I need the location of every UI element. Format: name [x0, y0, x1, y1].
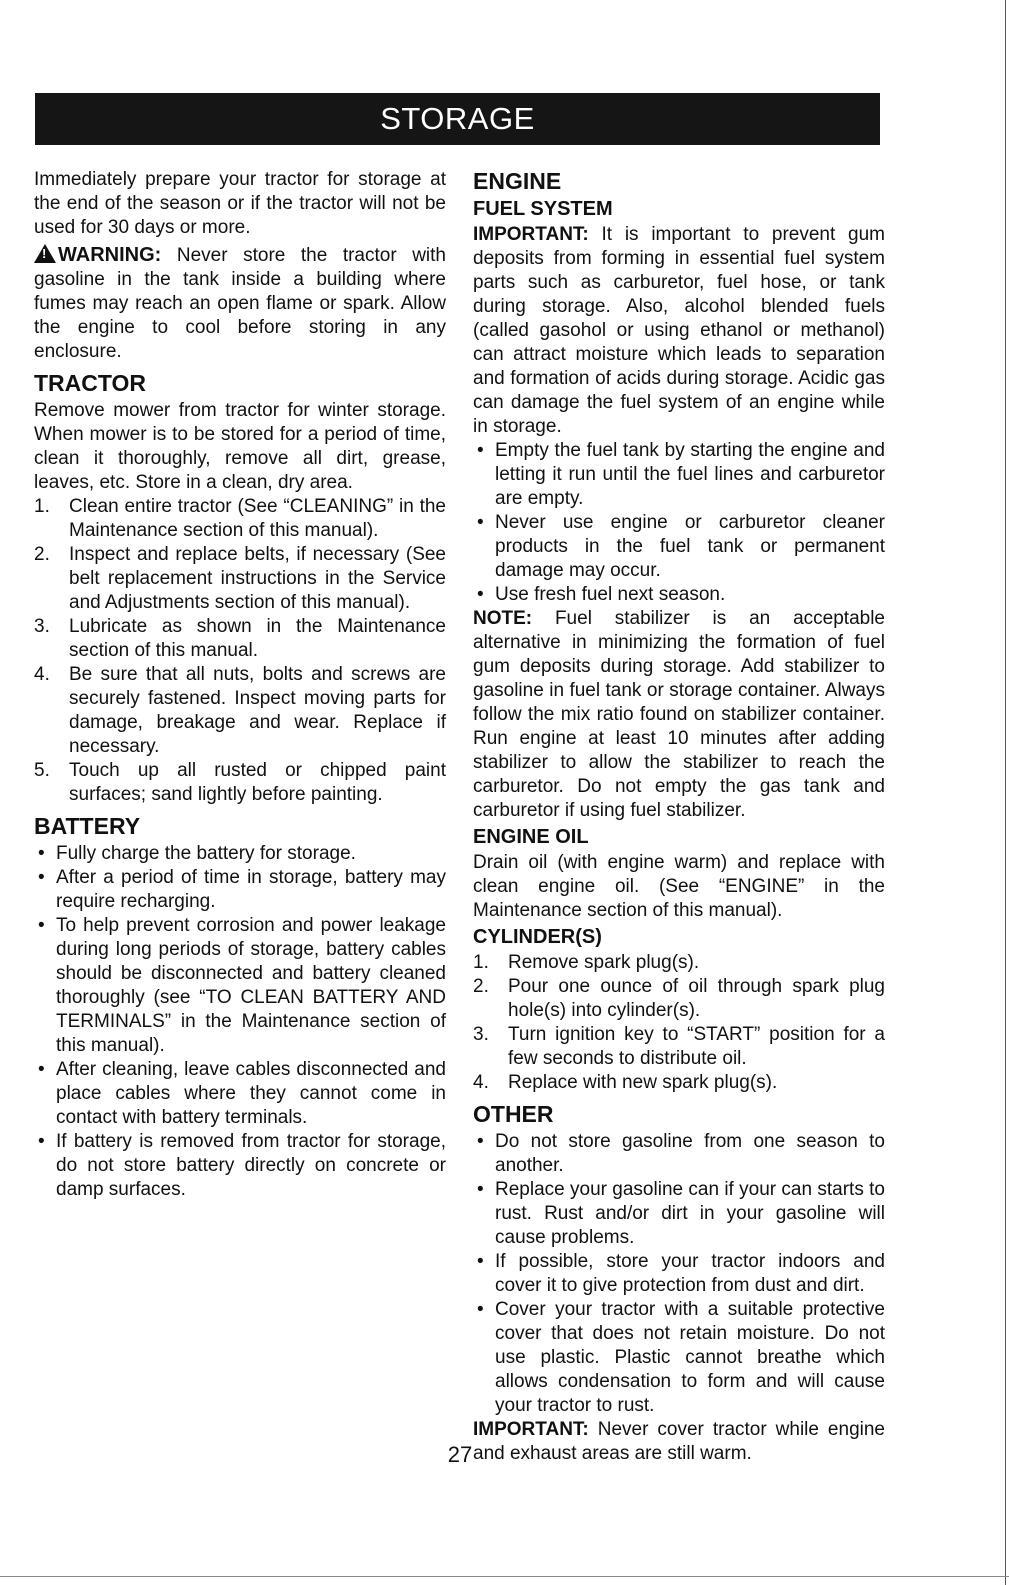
list-item: [473, 1023, 885, 1071]
step-text: Replace with new spark plug(s).: [508, 1072, 778, 1093]
intro-paragraph: Immediately prepare your tractor for storage at the end of the season or if the tractor will not be used for 30 days or more.: [34, 169, 446, 238]
list-item: [473, 951, 885, 975]
page-number: 27: [447, 1442, 473, 1467]
bullet: •: [477, 1131, 484, 1152]
step-number: 4.: [34, 664, 50, 685]
right-column: [473, 168, 885, 1466]
step-number: 3.: [34, 616, 50, 637]
bullet: •: [38, 915, 45, 936]
item-text: Cover your tractor with a suitable protective cover that does not retain moisture. Do not use plastic. Plastic cannot breathe which allows condensation to form and will cause your tractor to rust.: [495, 1299, 885, 1416]
list-item: [34, 663, 446, 759]
page-bottom-line: [0, 1576, 1009, 1577]
step-number: 2.: [473, 976, 489, 997]
warning-label: WARNING:: [58, 244, 162, 266]
important-label: IMPORTANT:: [473, 224, 589, 245]
item-text: Fully charge the battery for storage.: [56, 843, 356, 864]
item-text: Do not store gasoline from one season to another.: [495, 1131, 885, 1176]
item-text: Empty the fuel tank by starting the engine and letting it run until the fuel lines and carburetor are empty.: [495, 440, 885, 509]
list-item: [34, 1130, 446, 1202]
step-number: 4.: [473, 1072, 489, 1093]
bullet: •: [38, 1059, 45, 1080]
important-label: IMPORTANT:: [473, 1419, 589, 1440]
list-item: [473, 1298, 885, 1418]
step-text: Remove spark plug(s).: [508, 952, 700, 973]
step-number: 1.: [34, 496, 50, 517]
item-text: Replace your gasoline can if your can starts to rust. Rust and/or dirt in your gasoline will cause problems.: [495, 1179, 885, 1248]
page-edge-line: [1005, 0, 1006, 1585]
list-item: [34, 543, 446, 615]
bullet: •: [477, 1299, 484, 1320]
list-item: [473, 1071, 885, 1095]
important-text: Never cover tractor while engine and exhaust areas are still warm.: [473, 1419, 885, 1464]
tractor-heading: TRACTOR: [34, 370, 147, 396]
tractor-paragraph: Remove mower from tractor for winter storage. When mower is to be stored for a period of time, clean it thoroughly, remove all dirt, grease, leaves, etc. Store in a clean, dry area.: [34, 400, 446, 493]
list-item: [473, 511, 885, 583]
other-heading: OTHER: [473, 1101, 554, 1127]
engine-heading: ENGINE: [473, 168, 562, 194]
warning-text: Never store the tractor with gasoline in the tank inside a building where fumes may reach an open flame or spark. Allow the engine to cool before storing in any enclosure.: [34, 245, 446, 362]
item-text: To help prevent corrosion and power leakage during long periods of storage, battery cables should be disconnected and battery cleaned thoroughly (see “TO CLEAN BATTERY AND TERMINALS” in the Maintenance section of this manual).: [56, 915, 446, 1056]
item-text: If possible, store your tractor indoors and cover it to give protection from dust and dirt.: [495, 1251, 885, 1296]
step-text: Pour one ounce of oil through spark plug hole(s) into cylinder(s).: [508, 976, 885, 1021]
list-item: [34, 759, 446, 807]
cylinders-steps-list: [473, 951, 885, 1095]
list-item: [473, 1178, 885, 1250]
bullet: •: [38, 1131, 45, 1152]
step-text: Touch up all rusted or chipped paint surfaces; sand lightly before painting.: [69, 760, 446, 805]
engine-oil-paragraph: Drain oil (with engine warm) and replace with clean engine oil. (See “ENGINE” in the Maintenance section of this manual).: [473, 852, 885, 921]
fuel-system-list: [473, 439, 885, 607]
item-text: Use fresh fuel next season.: [495, 584, 726, 605]
list-item: [473, 1130, 885, 1178]
list-item: [473, 439, 885, 511]
fuel-system-heading: FUEL SYSTEM: [473, 198, 613, 220]
list-item: [34, 914, 446, 1058]
step-text: Lubricate as shown in the Maintenance section of this manual.: [69, 616, 446, 661]
battery-heading: BATTERY: [34, 813, 141, 839]
fuel-note-paragraph: [473, 607, 885, 823]
list-item: [34, 615, 446, 663]
step-number: 1.: [473, 952, 489, 973]
item-text: If battery is removed from tractor for storage, do not store battery directly on concrete or damp surfaces.: [56, 1131, 446, 1200]
bullet: •: [477, 440, 484, 461]
warning-triangle-icon: [34, 244, 56, 263]
engine-oil-heading: ENGINE OIL: [473, 826, 589, 848]
list-item: [473, 583, 885, 607]
step-text: Turn ignition key to “START” position for a few seconds to distribute oil.: [508, 1024, 885, 1069]
item-text: After cleaning, leave cables disconnected and place cables where they cannot come in contact with battery terminals.: [56, 1059, 446, 1128]
note-label: NOTE:: [473, 608, 533, 629]
section-title-banner: STORAGE: [35, 93, 880, 145]
fuel-important-paragraph: [473, 223, 885, 439]
item-text: After a period of time in storage, battery may require recharging.: [56, 867, 446, 912]
other-list: [473, 1130, 885, 1418]
bullet: •: [38, 843, 45, 864]
bullet: •: [477, 584, 484, 605]
list-item: [473, 1250, 885, 1298]
battery-list: [34, 842, 446, 1202]
bullet: •: [38, 867, 45, 888]
item-text: Never use engine or carburetor cleaner products in the fuel tank or permanent damage may occur.: [495, 512, 885, 581]
step-number: 3.: [473, 1024, 489, 1045]
note-text: Fuel stabilizer is an acceptable alternative in minimizing the formation of fuel gum deposits during storage. Add stabilizer to gasoline in fuel tank or storage container. Always follow the mix ratio found on stabilizer container. Run engine at least 10 minutes after adding stabilizer to allow the stabilizer to reach the carburetor. Do not empty the gas tank and carburetor if using fuel stabilizer.: [473, 608, 885, 821]
bullet: •: [477, 1251, 484, 1272]
step-text: Clean entire tractor (See “CLEANING” in the Maintenance section of this manual).: [69, 496, 446, 541]
tractor-steps-list: [34, 495, 446, 807]
list-item: [34, 842, 446, 866]
cylinders-heading: CYLINDER(S): [473, 926, 602, 948]
list-item: [34, 866, 446, 914]
important-text: It is important to prevent gum deposits from forming in essential fuel system parts such as carburetor, fuel hose, or tank during storage. Also, alcohol blended fuels (called gasohol or using ethanol or methanol) can attract moisture which leads to separation and formation of acids during storage. Acidic gas can damage the fuel system of an engine while in storage.: [473, 224, 885, 437]
warning-paragraph: [34, 242, 446, 364]
bullet: •: [477, 512, 484, 533]
list-item: [473, 975, 885, 1023]
step-number: 2.: [34, 544, 50, 565]
list-item: [34, 1058, 446, 1130]
left-column: [34, 168, 446, 1202]
list-item: [34, 495, 446, 543]
step-number: 5.: [34, 760, 50, 781]
step-text: Inspect and replace belts, if necessary (See belt replacement instructions in the Service and Adjustments section of this manual).: [69, 544, 446, 613]
step-text: Be sure that all nuts, bolts and screws are securely fastened. Inspect moving parts for damage, breakage and wear. Replace if necessary.: [69, 664, 446, 757]
bullet: •: [477, 1179, 484, 1200]
